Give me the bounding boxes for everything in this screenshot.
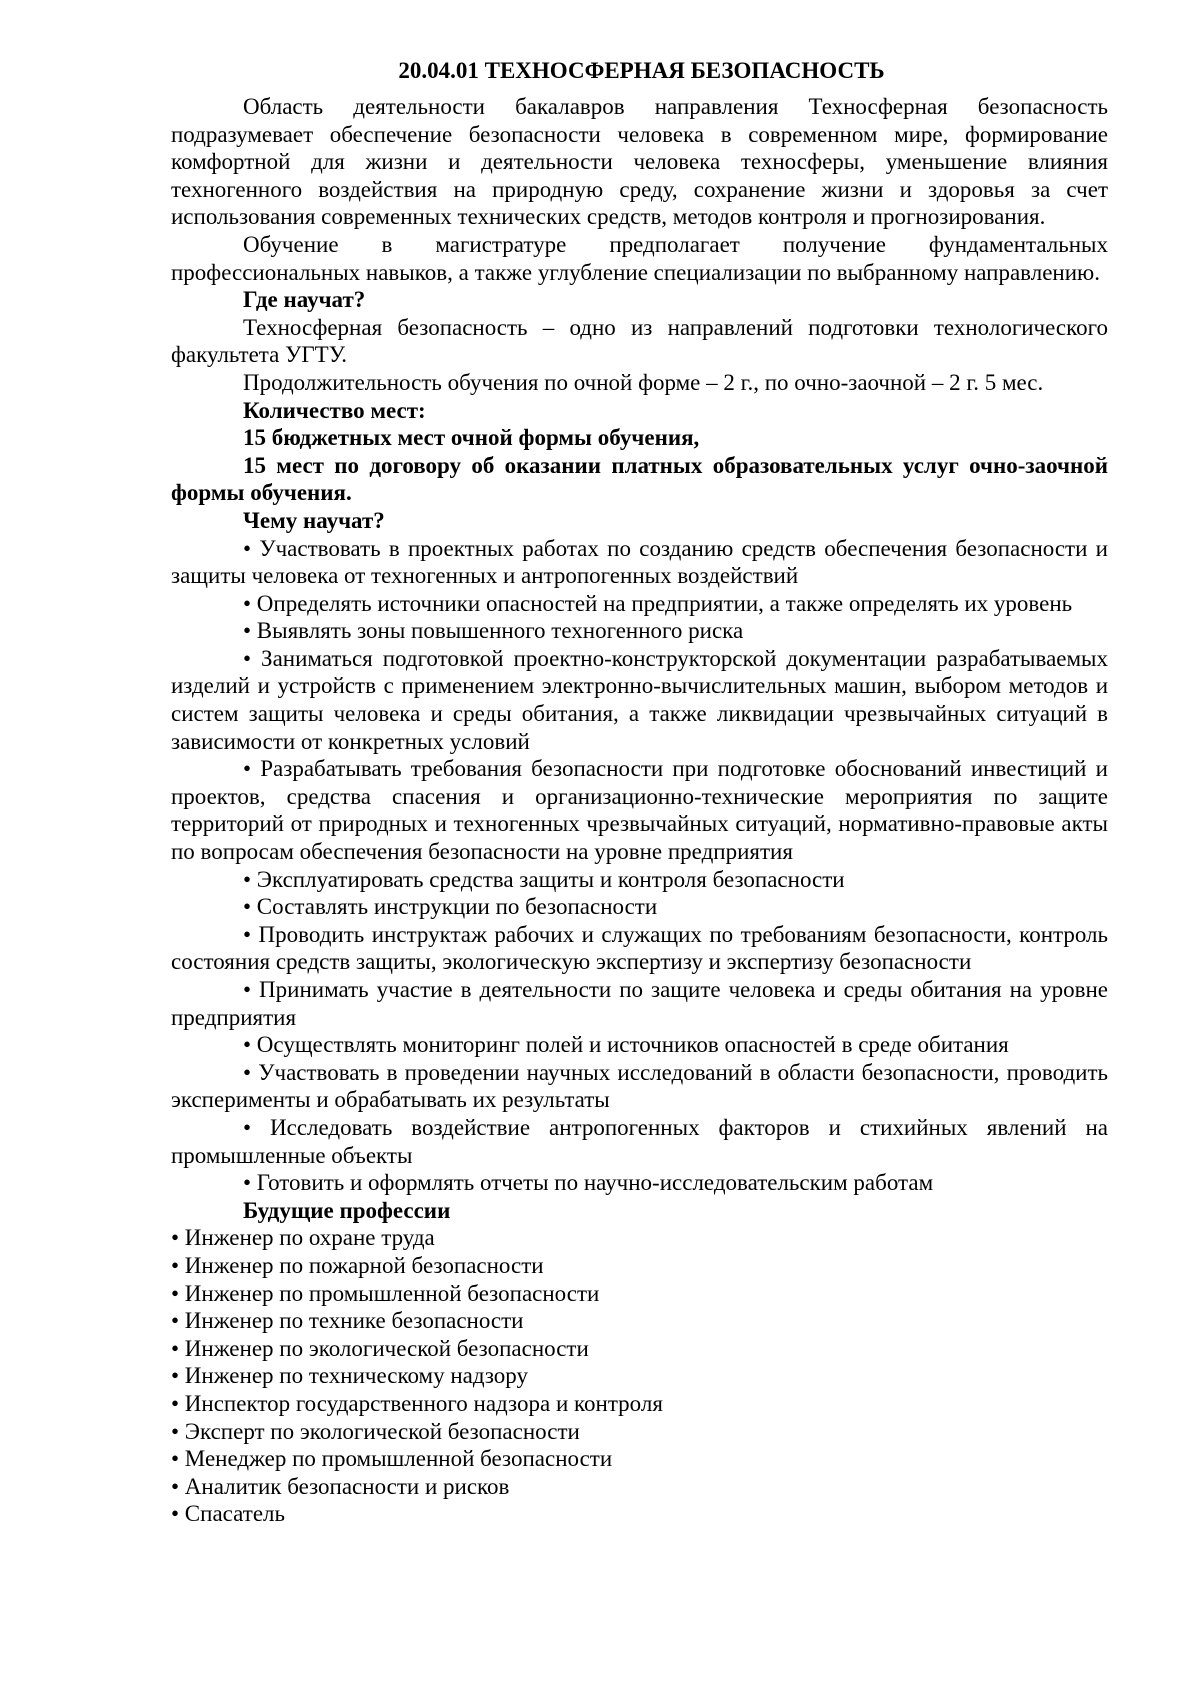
professions-list <box>171 1224 1108 1528</box>
professions-heading: Будущие профессии <box>243 1197 451 1223</box>
skill-item: • Эксплуатировать средства защиты и контроля безопасности <box>243 866 845 892</box>
intro-paragraph: Область деятельности бакалавров направления Техносферная безопасность подразумевает обеспечение безопасности человека в современном мире, формирование комфортной для жизни и деятельности человека техносферы, уменьшение влияния техногенного воздействия на природную среду, сохранение жизни и здоровья за счет использования современных технических средств, методов контроля и прогнозирования. <box>171 94 1108 230</box>
duration-paragraph: Продолжительность обучения по очной форме – 2 г., по очно-заочной – 2 г. 5 мес. <box>243 369 1044 395</box>
document-title: 20.04.01 ТЕХНОСФЕРНАЯ БЕЗОПАСНОСТЬ <box>398 58 885 83</box>
intro-section <box>171 93 1108 286</box>
profession-item: • Аналитик безопасности и рисков <box>171 1473 510 1499</box>
where-heading: Где научат? <box>243 287 366 313</box>
skills-list <box>171 535 1108 1197</box>
skill-item: • Составлять инструкции по безопасности <box>243 894 658 920</box>
skill-item: • Заниматься подготовкой проектно-конструкторской документации разрабатываемых изделий и устройств с применением электронно-вычислительных машин, выбором методов и систем защиты человека и среды обитания, а также ликвидации чрезвычайных ситуаций в зависимости от конкретных условий <box>171 645 1108 754</box>
profession-item: • Инспектор государственного надзора и контроля <box>171 1390 663 1416</box>
document-page <box>171 57 1108 1528</box>
profession-item: • Спасатель <box>171 1501 285 1527</box>
profession-item: • Инженер по промышленной безопасности <box>171 1280 600 1306</box>
profession-item: • Инженер по техническому надзору <box>171 1363 528 1389</box>
where-paragraph: Техносферная безопасность – одно из направлений подготовки технологического факультета УГТУ. <box>171 314 1108 368</box>
profession-item: • Инженер по охране труда <box>171 1225 435 1251</box>
skill-item: • Осуществлять мониторинг полей и источников опасностей в среде обитания <box>243 1032 1009 1058</box>
skill-item: • Проводить инструктаж рабочих и служащих по требованиям безопасности, контроль состояния средств защиты, экологическую экспертизу и экспертизу безопасности <box>171 921 1108 975</box>
places-heading: Количество мест: <box>243 397 426 423</box>
profession-item: • Инженер по экологической безопасности <box>171 1335 589 1361</box>
profession-item: • Менеджер по промышленной безопасности <box>171 1446 613 1472</box>
places-budget: 15 бюджетных мест очной формы обучения, <box>243 425 700 451</box>
skill-item: • Исследовать воздействие антропогенных факторов и стихийных явлений на промышленные объекты <box>171 1114 1108 1168</box>
skill-item: • Выявлять зоны повышенного техногенного риска <box>243 618 744 644</box>
skill-item: • Участвовать в проведении научных исследований в области безопасности, проводить эксперименты и обрабатывать их результаты <box>171 1059 1108 1113</box>
skills-heading: Чему научат? <box>243 507 385 533</box>
skill-item: • Определять источники опасностей на предприятии, а также определять их уровень <box>243 590 1073 616</box>
profession-item: • Инженер по пожарной безопасности <box>171 1252 544 1278</box>
places-paid: 15 мест по договору об оказании платных образовательных услуг очно-заочной формы обучения. <box>171 452 1108 506</box>
skill-item: • Готовить и оформлять отчеты по научно-исследовательским работам <box>243 1170 934 1196</box>
skill-item: • Участвовать в проектных работах по созданию средств обеспечения безопасности и защиты человека от техногенных и антропогенных воздействий <box>171 535 1108 589</box>
intro-paragraph: Обучение в магистратуре предполагает получение фундаментальных профессиональных навыков, а также углубление специализации по выбранному направлению. <box>171 231 1108 285</box>
skill-item: • Разрабатывать требования безопасности при подготовке обоснований инвестиций и проектов, средства спасения и организационно-технические мероприятия по защите территорий от природных и техногенных чрезвычайных ситуаций, нормативно-правовые акты по вопросам обеспечения безопасности на уровне предприятия <box>171 756 1108 865</box>
profession-item: • Эксперт по экологической безопасности <box>171 1418 580 1444</box>
skill-item: • Принимать участие в деятельности по защите человека и среды обитания на уровне предприятия <box>171 977 1108 1030</box>
profession-item: • Инженер по технике безопасности <box>171 1308 524 1334</box>
